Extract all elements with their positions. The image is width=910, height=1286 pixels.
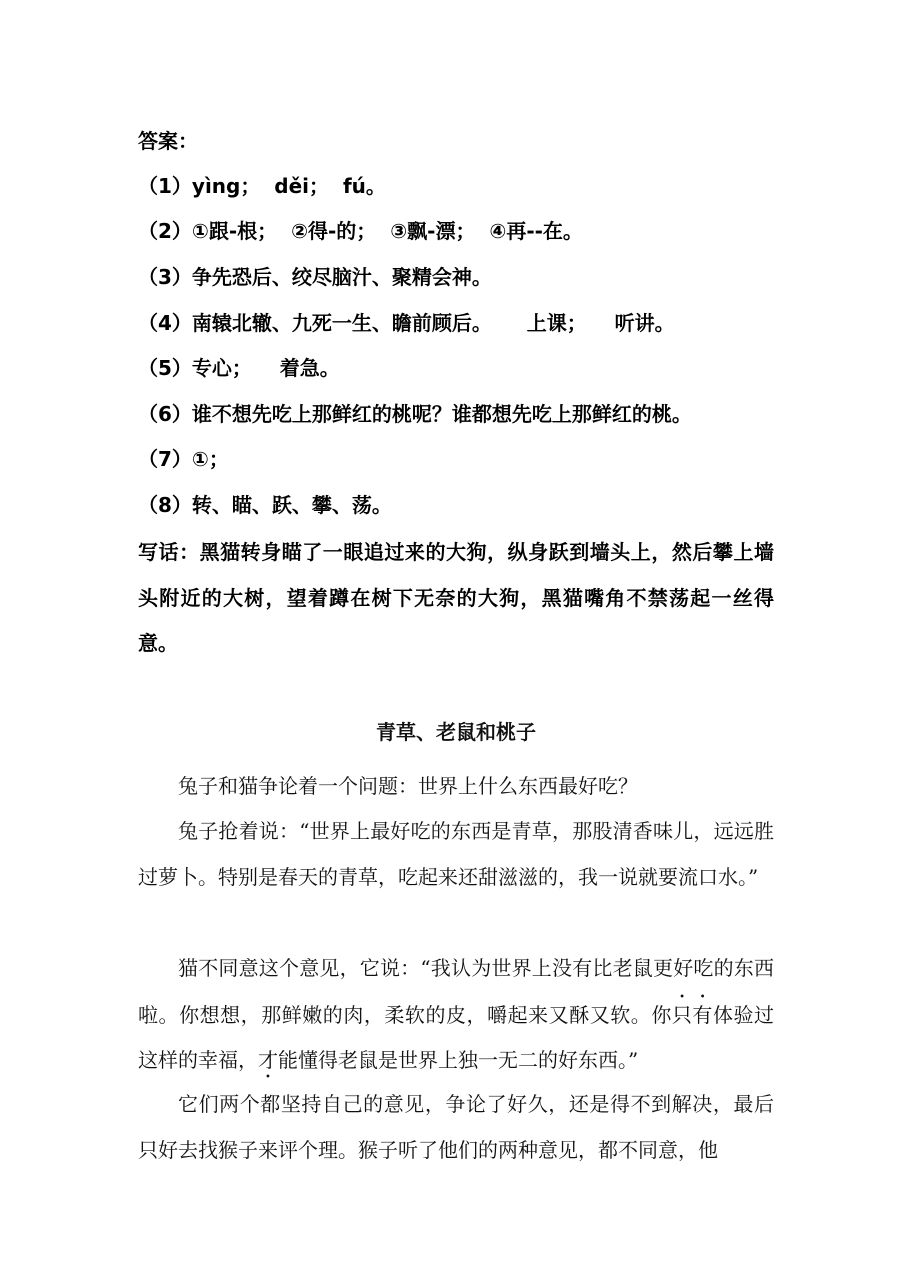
- paragraph-3-text-c: 能懂得老鼠是世界上独一无二的好东西。”: [278, 1048, 639, 1072]
- answer-item-8: （8）转、瞄、跃、攀、荡。: [138, 493, 392, 517]
- article-paragraph-2: 兔子抢着说：“世界上最好吃的东西是青草，那股清香味儿，远远胜过萝卜。特别是春天的青草，吃起来还甜滋滋的，我一说就要流口水。”: [138, 819, 774, 889]
- answer-item-6: （6）谁不想先吃上那鲜红的桃呢？谁都想先吃上那鲜红的桃。: [138, 402, 692, 426]
- emphasis-dotted-word: 只有: [671, 1002, 713, 1027]
- paragraph-3-text-b: 体验过这样的幸福，: [138, 1002, 775, 1072]
- article-paragraph-1: 兔子和猫争论着一个问题：世界上什么东西最好吃？: [178, 774, 638, 798]
- answer-item-1: （1）yìng； děi； fú。: [138, 174, 386, 198]
- article-title: 青草、老鼠和桃子: [376, 720, 536, 744]
- answer-item-5: （5）专心； 着急。: [138, 356, 340, 380]
- answer-item-7: （7）①；: [138, 447, 229, 471]
- answer-heading: 答案：: [138, 129, 198, 153]
- paragraph-3-text-a: 猫不同意这个意见，它说：“我认为世界上没有比老鼠更好吃的东西啦。你想想，那鲜嫩的肉，柔软的皮，嚼起来又酥又软。你: [138, 956, 774, 1027]
- answer-item-3: （3）争先恐后、绞尽脑汁、聚精会神。: [138, 265, 492, 289]
- emphasis-dotted-char: 才: [258, 1048, 278, 1072]
- writing-answer: 写话：黑猫转身瞄了一眼追过来的大狗，纵身跃到墙头上，然后攀上墙头附近的大树，望着蹲在树下无奈的大狗，黑猫嘴角不禁荡起一丝得意。: [138, 540, 774, 655]
- answer-item-4: （4）南辕北辙、九死一生、瞻前顾后。 上课； 听讲。: [138, 311, 675, 335]
- answer-item-2: （2）①跟-根； ②得-的； ③飘-漂； ④再--在。: [138, 219, 583, 243]
- article-paragraph-4: 它们两个都坚持自己的意见，争论了好久，还是得不到解决，最后只好去找猴子来评个理。猴子听了他们的两种意见，都不同意，他: [138, 1092, 774, 1162]
- article-paragraph-3: [138, 946, 774, 1084]
